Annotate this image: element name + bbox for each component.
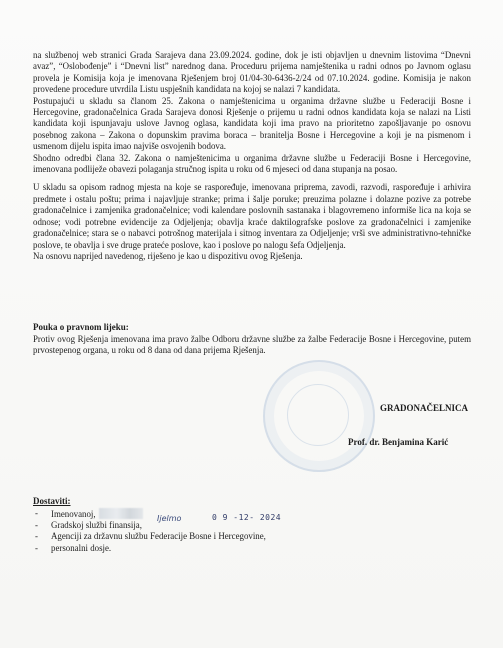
handwritten-signature: Ijelmo: [157, 514, 182, 523]
stamp-inner-ring: [287, 384, 349, 446]
body-text: [33, 50, 471, 262]
redacted-area: [99, 508, 143, 519]
pouka-title: Pouka o pravnom lijeku:: [33, 322, 129, 332]
dostaviti-list: [33, 508, 363, 554]
paragraph-clan-32: Shodno odredbi člana 32. Zakona o namještenicima u organima državne službe u Federaciji Bosne i Hercegovine, imenovana podliježe obavezi polaganja stručnog ispita u roku od 6 mjeseci od dana stupanja na posao.: [33, 152, 471, 175]
dostaviti-title: Dostaviti:: [33, 496, 71, 506]
signature-name: Prof. dr. Benjamina Karić: [348, 437, 449, 447]
list-item: - Gradskoj službi finansija,: [35, 520, 142, 531]
paragraph-clan-25: Postupajući u skladu sa članom 25. Zakona o namještenicima u organima državne službe u Federaciji Bosne i Hercegovine, gradonačelnica Grada Sarajeva donosi Rješenje o prijemu u radni odnos kandidata koja se nalazi na Listi kandidata koji ispunjavaju uslove Javnog oglasa, kandidata koji ima pravo na prioritetno zapošljavanje po osnovu posebnog zakona – Zakona o dopunskim pravima boraca – branitelja Bosne i Hercegovine a koji je na pismenom i usmenom dijelu ispita imao najviše osvojenih bodova.: [33, 95, 471, 152]
paragraph-zakljucak: Na osnovu naprijed navedenog, riješeno je kao u dispozitivu ovog Rješenja.: [33, 250, 303, 261]
pouka-text: Protiv ovog Rješenja imenovana ima pravo žalbe Odboru državne službe za žalbe Federacije Bosne i Hercegovine, putem prvostepenog organa, u roku od 8 dana od dana prijema Rješenja.: [33, 334, 471, 356]
paragraph-opis-radnog-mjesta: U skladu sa opisom radnog mjesta na koje se raspoređuje, imenovana priprema, zavodi, razvodi, raspoređuje i arhivira predmete i ostalu poštu; prima i najavljuje stranke; prima i šalje poruke; preuzima polazne i dolazne pozive za potrebe gradonačelnice i zamjenika gradonačelnice; vodi kalendare poslovnih sastanaka i blagovremeno informiše lica na koja se odnose; vodi potrebne evidencije za Odjeljenja; obavlja kraće daktilografske poslove za gradonačelnici i zamjenike gradonačelnice; stara se o nabavci potrošnog materijala i sitnog inventara za Odjeljenje; vrši sve administrativno-tehničke poslove, te obavlja i sve druge prateće poslove, kao i poslove po nalogu šefa Odjeljenja.: [33, 182, 471, 250]
list-item: - Imenovanoj,: [33, 508, 363, 520]
signature-title: GRADONAČELNICA: [380, 403, 469, 413]
list-item: - personalni dosje.: [35, 542, 112, 553]
handwritten-date: 0 9 -12- 2024: [212, 513, 282, 522]
paragraph-oglas: na službenoj web stranici Grada Sarajeva dana 23.09.2024. godine, dok je isti objavljen u dnevnim listovima “Dnevni avaz”, “Oslobođenje” i “Dnevni list” narednog dana. Proceduru prijema namještenika u radni odnos po Javnom oglasu provela je Komisija koja je imenovana Rješenjem broj 01/04-30-6436-2/24 od 07.10.2024. godine. Komisija je nakon provedene procedure utvrdila Listu uspješnih kandidata na kojoj se nalazi 7 kandidata.: [33, 50, 471, 95]
official-stamp: [263, 360, 375, 472]
list-item: - Agenciji za državnu službu Federacije Bosne i Hercegovine,: [35, 531, 266, 542]
